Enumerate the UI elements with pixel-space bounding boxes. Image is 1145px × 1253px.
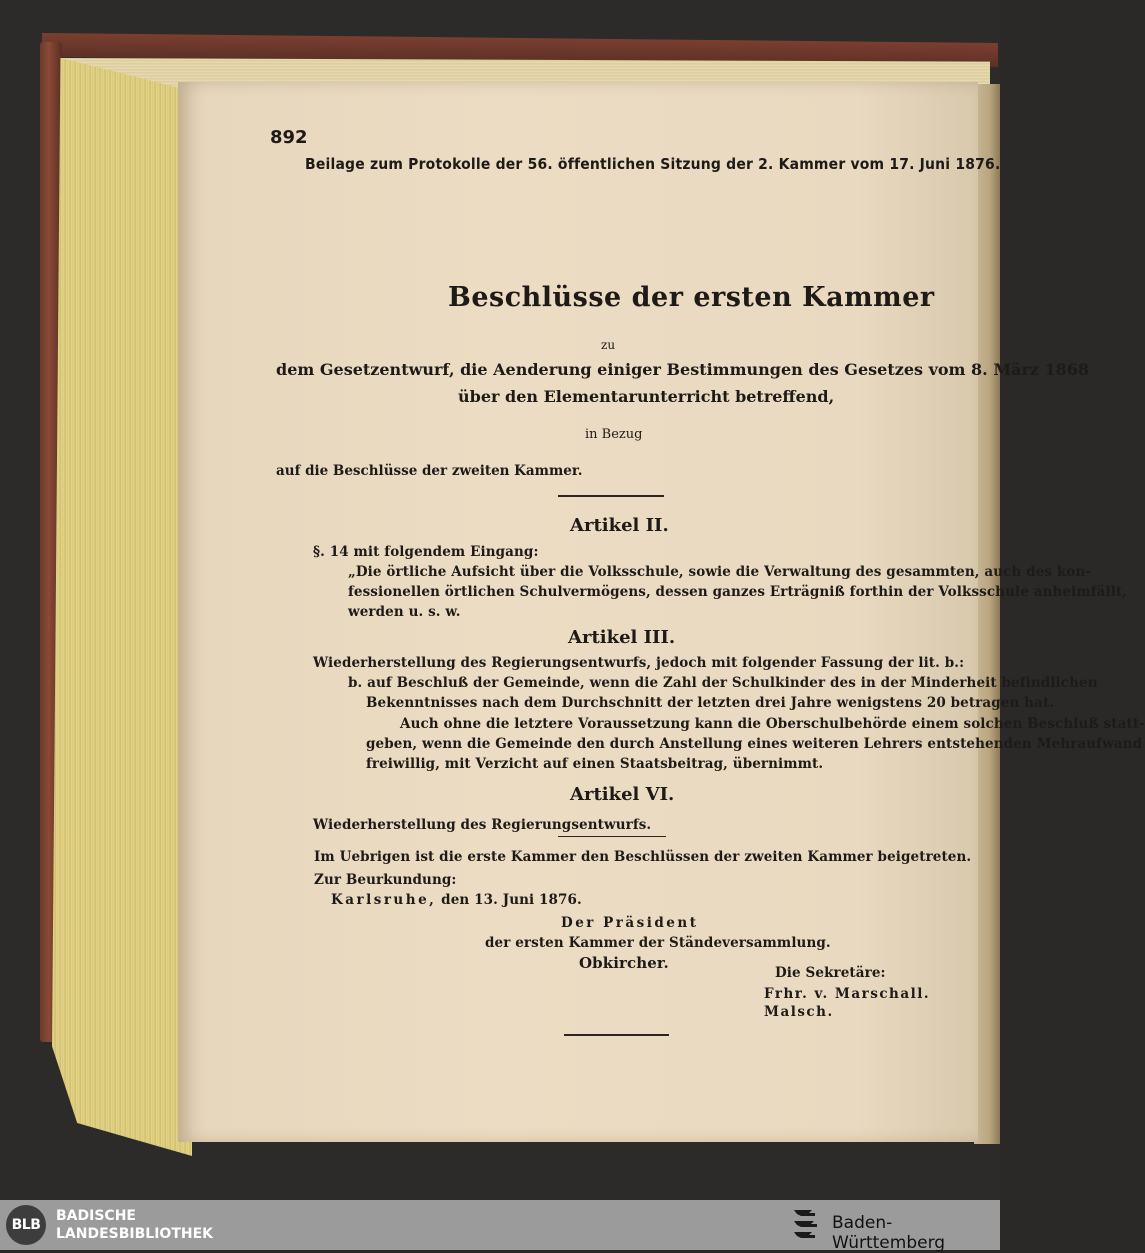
connector-zu: zu: [601, 338, 616, 352]
signing-date: den 13. Juni 1876.: [441, 892, 582, 908]
artikel-6-text: Wiederherstellung des Regierungsentwurfs.: [313, 817, 652, 833]
blb-name[interactable]: [56, 1207, 213, 1243]
praesident-name: Obkircher.: [579, 954, 669, 972]
baden-wuerttemberg-lions-icon: [790, 1206, 822, 1244]
blb-logo[interactable]: BLB: [6, 1205, 46, 1245]
beurkundung: Zur Beurkundung:: [314, 872, 457, 888]
artikel-3-line: geben, wenn die Gemeinde den durch Anstellung eines weiteren Lehrers entstehenden Mehraufwand: [366, 736, 1143, 752]
artikel-3-line: freiwillig, mit Verzicht auf einen Staatsbeitrag, übernimmt.: [366, 756, 824, 772]
artikel-3-line: Bekenntnisses nach dem Durchschnitt der letzten drei Jahre wenigstens 20 betragen hat.: [366, 695, 1055, 711]
praesident-title: Der Präsident: [561, 915, 699, 931]
artikel-3-heading: Artikel III.: [568, 627, 676, 648]
page-number: 892: [270, 127, 308, 148]
praesident-subtitle: der ersten Kammer der Ständeversammlung.: [485, 935, 831, 951]
artikel-2-line: „Die örtliche Aufsicht über die Volksschule, sowie die Verwaltung des gesammten, auch des kon-: [348, 564, 1092, 580]
sekretaere-title: Die Sekretäre:: [775, 965, 886, 981]
artikel-6-heading: Artikel VI.: [570, 784, 675, 805]
baden-wuerttemberg-label[interactable]: Baden-Württemberg: [832, 1213, 946, 1253]
artikel-3-line: b. auf Beschluß der Gemeinde, wenn die Zahl der Schulkinder des in der Minderheit befindlichen: [348, 675, 1098, 691]
sekretaer-1: Frhr. v. Marschall.: [764, 986, 931, 1002]
reference-line: auf die Beschlüsse der zweiten Kammer.: [276, 463, 583, 479]
artikel-2-intro: §. 14 mit folgendem Eingang:: [313, 544, 539, 560]
sekretaer-2: Malsch.: [764, 1004, 834, 1020]
page-header: Beilage zum Protokolle der 56. öffentlichen Sitzung der 2. Kammer vom 17. Juni 1876.: [305, 155, 1001, 173]
signing-place: Karlsruhe,: [331, 892, 437, 908]
subject-line-1: dem Gesetzentwurf, die Aenderung einiger Bestimmungen des Gesetzes vom 8. März 1868: [276, 360, 1090, 379]
end-rule: [564, 1034, 669, 1036]
signing-place-date: [331, 892, 582, 908]
artikel-3-intro: Wiederherstellung des Regierungsentwurfs, jedoch mit folgender Fassung der lit. b.:: [313, 655, 965, 671]
divider-rule: [558, 495, 664, 497]
closing-statement: Im Uebrigen ist die erste Kammer den Beschlüssen der zweiten Kammer beigetreten.: [314, 849, 972, 865]
artikel-2-line: fessionellen örtlichen Schulvermögens, dessen ganzes Erträgniß forthin der Volksschule anheimfällt,: [348, 584, 1128, 600]
artikel-3-line: Auch ohne die letztere Voraussetzung kann die Oberschulbehörde einem solchen Beschluß statt-: [400, 716, 1145, 732]
artikel-2-heading: Artikel II.: [570, 515, 669, 536]
subject-line-2: über den Elementarunterricht betreffend,: [458, 387, 835, 406]
document-page: [178, 82, 978, 1142]
document-title: Beschlüsse der ersten Kammer: [448, 282, 935, 313]
page-edges-stack: [52, 58, 192, 1156]
artikel-2-line: werden u. s. w.: [348, 604, 461, 620]
in-bezug: in Bezug: [585, 427, 643, 442]
blb-line-1: BADISCHE: [56, 1208, 136, 1224]
divider-rule: [558, 836, 666, 837]
blb-line-2: LANDESBIBLIOTHEK: [56, 1226, 214, 1242]
